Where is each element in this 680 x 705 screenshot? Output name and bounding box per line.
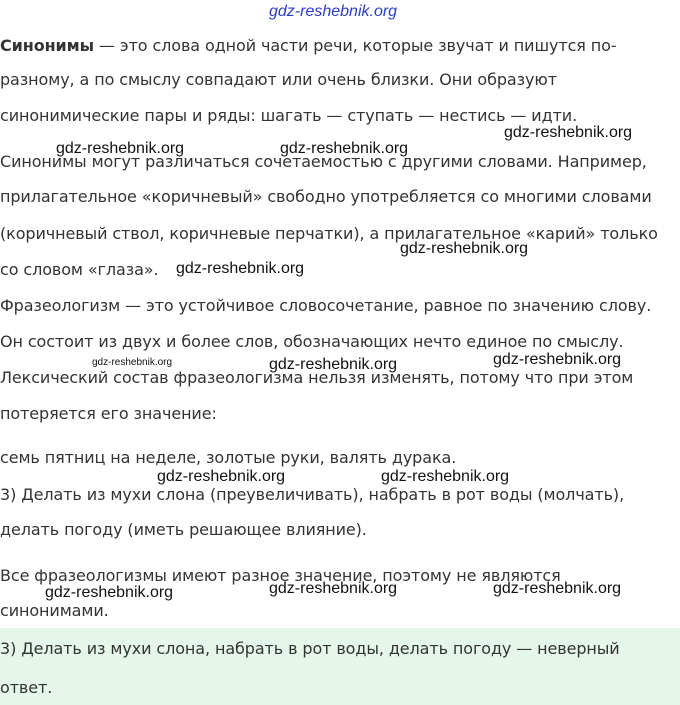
watermark: gdz-reshebnik.org (504, 124, 633, 141)
synonyms-definition-line-1 (0, 36, 617, 56)
watermark: gdz-reshebnik.org (92, 357, 173, 368)
idiom-definition-line-4: потеряется его значение: (0, 404, 217, 423)
watermark: gdz-reshebnik.org (56, 140, 185, 157)
watermark: gdz-reshebnik.org (45, 584, 174, 601)
watermark: gdz-reshebnik.org (280, 140, 409, 157)
watermark: gdz-reshebnik.org (157, 468, 286, 485)
idiom-definition-line-3: Лексический состав фразеологизма нельзя изменять, потому что при этом (0, 368, 634, 387)
synonyms-definition-text: — это слова одной части речи, которые звучат и пишутся по- (94, 36, 617, 55)
synonyms-compat-line-2: прилагательное «коричневый» свободно употребляется со многими словами (0, 187, 652, 206)
watermark: gdz-reshebnik.org (269, 356, 398, 373)
idiom-definition-line-2: Он состоит из двух и более слов, обозначающих нечто единое по смыслу. (0, 332, 624, 351)
answer-line-1: 3) Делать из мухи слона, набрать в рот воды, делать погоду — неверный (0, 639, 620, 658)
idiom-examples: семь пятниц на неделе, золотые руки, валять дурака. (0, 448, 457, 467)
synonyms-compat-line-3: (коричневый ствол, коричневые перчатки), а прилагательное «карий» только (0, 224, 658, 243)
conclusion-line-2: синонимами. (0, 601, 109, 620)
idiom-definition-line-1: Фразеологизм — это устойчивое словосочетание, равное по значению слову. (0, 296, 652, 315)
option-3-line-1: 3) Делать из мухи слона (преувеличивать), набрать в рот воды (молчать), (0, 485, 625, 504)
synonyms-definition-line-3: синонимические пары и ряды: шагать — ступать — нестись — идти. (0, 106, 578, 125)
watermark: gdz-reshebnik.org (400, 240, 529, 257)
synonyms-term: Синонимы (0, 36, 95, 55)
watermark: gdz-reshebnik.org (493, 351, 622, 368)
watermark: gdz-reshebnik.org (269, 580, 398, 597)
conclusion-line-1: Все фразеологизмы имеют разное значение, поэтому не являются (0, 566, 561, 585)
watermark: gdz-reshebnik.org (493, 580, 622, 597)
watermark: gdz-reshebnik.org (176, 260, 305, 277)
watermark-top: gdz-reshebnik.org (269, 3, 398, 20)
option-3-line-2: делать погоду (иметь решающее влияние). (0, 520, 367, 539)
synonyms-compat-line-1: Синонимы могут различаться сочетаемостью с другими словами. Например, (0, 152, 647, 171)
answer-line-2: ответ. (0, 678, 53, 697)
watermark: gdz-reshebnik.org (381, 468, 510, 485)
synonyms-definition-line-2: разному, а по смыслу совпадают или очень близки. Они образуют (0, 70, 557, 89)
synonyms-compat-line-4: со словом «глаза». (0, 260, 159, 279)
